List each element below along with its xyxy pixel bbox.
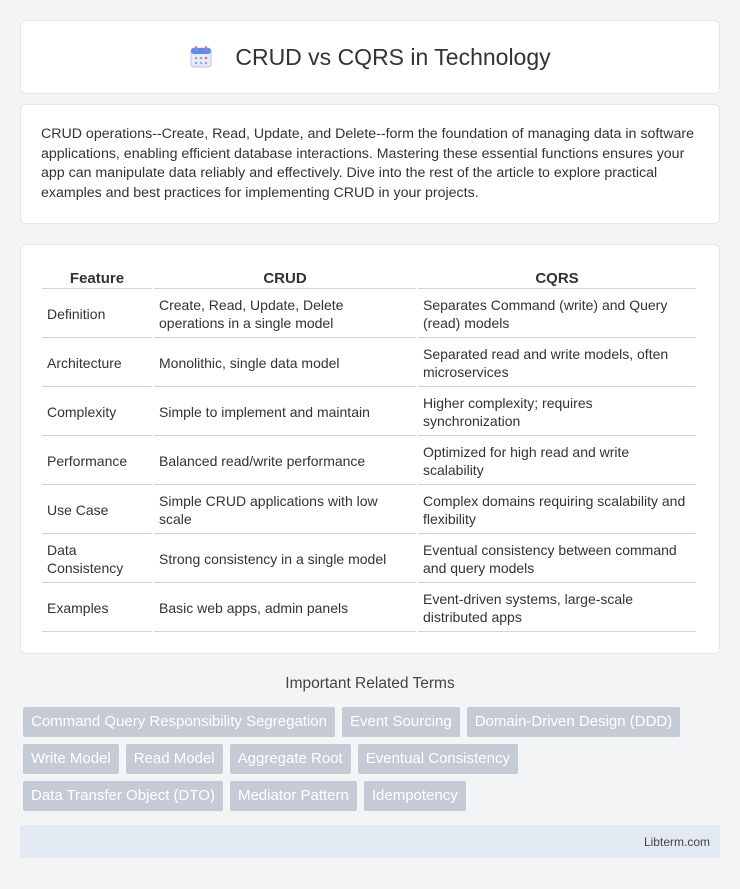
feature-cell: Examples bbox=[42, 585, 152, 632]
feature-cell: Use Case bbox=[42, 487, 152, 534]
table-row bbox=[42, 340, 696, 387]
table-row bbox=[42, 536, 696, 583]
feature-cell: Definition bbox=[42, 291, 152, 338]
related-terms-list bbox=[23, 707, 723, 818]
tag-event-sourcing[interactable]: Event Sourcing bbox=[342, 707, 460, 737]
table-row bbox=[42, 438, 696, 485]
feature-cell: Architecture bbox=[42, 340, 152, 387]
tag-idempotency[interactable]: Idempotency bbox=[364, 781, 466, 811]
tag-eventual-consistency[interactable]: Eventual Consistency bbox=[358, 744, 518, 774]
table-row bbox=[42, 291, 696, 338]
crud-cell: Strong consistency in a single model bbox=[154, 536, 416, 583]
feature-cell: Data Consistency bbox=[42, 536, 152, 583]
intro-paragraph: CRUD operations--Create, Read, Update, and Delete--form the foundation of managing data in software applications, enabling efficient database interactions. Mastering these essential functions ensures your app can manipulate data reliably and effectively. Dive into the rest of the article to explore practical examples and best practices for implementing CRUD in your projects. bbox=[41, 126, 694, 201]
crud-cell: Balanced read/write performance bbox=[154, 438, 416, 485]
title-wrap bbox=[189, 44, 550, 71]
crud-cell: Create, Read, Update, Delete operations in a single model bbox=[154, 291, 416, 338]
page-title: CRUD vs CQRS in Technology bbox=[235, 43, 551, 70]
cqrs-cell: Higher complexity; requires synchronization bbox=[418, 389, 696, 436]
footer-site-name: Libterm.com bbox=[643, 834, 710, 849]
header-card bbox=[20, 20, 720, 94]
tag-cqrs[interactable]: Command Query Responsibility Segregation bbox=[23, 707, 335, 737]
tag-ddd[interactable]: Domain-Driven Design (DDD) bbox=[467, 707, 681, 737]
tag-mediator-pattern[interactable]: Mediator Pattern bbox=[230, 781, 357, 811]
tag-aggregate-root[interactable]: Aggregate Root bbox=[230, 744, 351, 774]
column-header-crud: CRUD bbox=[154, 267, 416, 289]
table-row bbox=[42, 487, 696, 534]
table-header-row bbox=[42, 267, 696, 289]
tag-dto[interactable]: Data Transfer Object (DTO) bbox=[23, 781, 223, 811]
cqrs-cell: Optimized for high read and write scalability bbox=[418, 438, 696, 485]
tag-row bbox=[23, 707, 723, 737]
crud-cell: Simple CRUD applications with low scale bbox=[154, 487, 416, 534]
cqrs-cell: Separated read and write models, often microservices bbox=[418, 340, 696, 387]
crud-cell: Simple to implement and maintain bbox=[154, 389, 416, 436]
calendar-icon bbox=[189, 45, 213, 69]
feature-cell: Performance bbox=[42, 438, 152, 485]
crud-cell: Monolithic, single data model bbox=[154, 340, 416, 387]
tag-write-model[interactable]: Write Model bbox=[23, 744, 119, 774]
related-terms-heading: Important Related Terms bbox=[285, 675, 455, 692]
cqrs-cell: Complex domains requiring scalability and flexibility bbox=[418, 487, 696, 534]
intro-card bbox=[20, 104, 720, 224]
cqrs-cell: Separates Command (write) and Query (read) models bbox=[418, 291, 696, 338]
tag-row bbox=[23, 744, 723, 774]
table-row bbox=[42, 389, 696, 436]
table-row bbox=[42, 585, 696, 632]
crud-cell: Basic web apps, admin panels bbox=[154, 585, 416, 632]
cqrs-cell: Eventual consistency between command and query models bbox=[418, 536, 696, 583]
feature-cell: Complexity bbox=[42, 389, 152, 436]
column-header-cqrs: CQRS bbox=[418, 267, 696, 289]
comparison-table bbox=[40, 265, 698, 634]
tag-row bbox=[23, 781, 723, 811]
cqrs-cell: Event-driven systems, large-scale distributed apps bbox=[418, 585, 696, 632]
comparison-card bbox=[20, 244, 720, 654]
tag-read-model[interactable]: Read Model bbox=[126, 744, 223, 774]
column-header-feature: Feature bbox=[42, 267, 152, 289]
footer bbox=[20, 825, 720, 858]
